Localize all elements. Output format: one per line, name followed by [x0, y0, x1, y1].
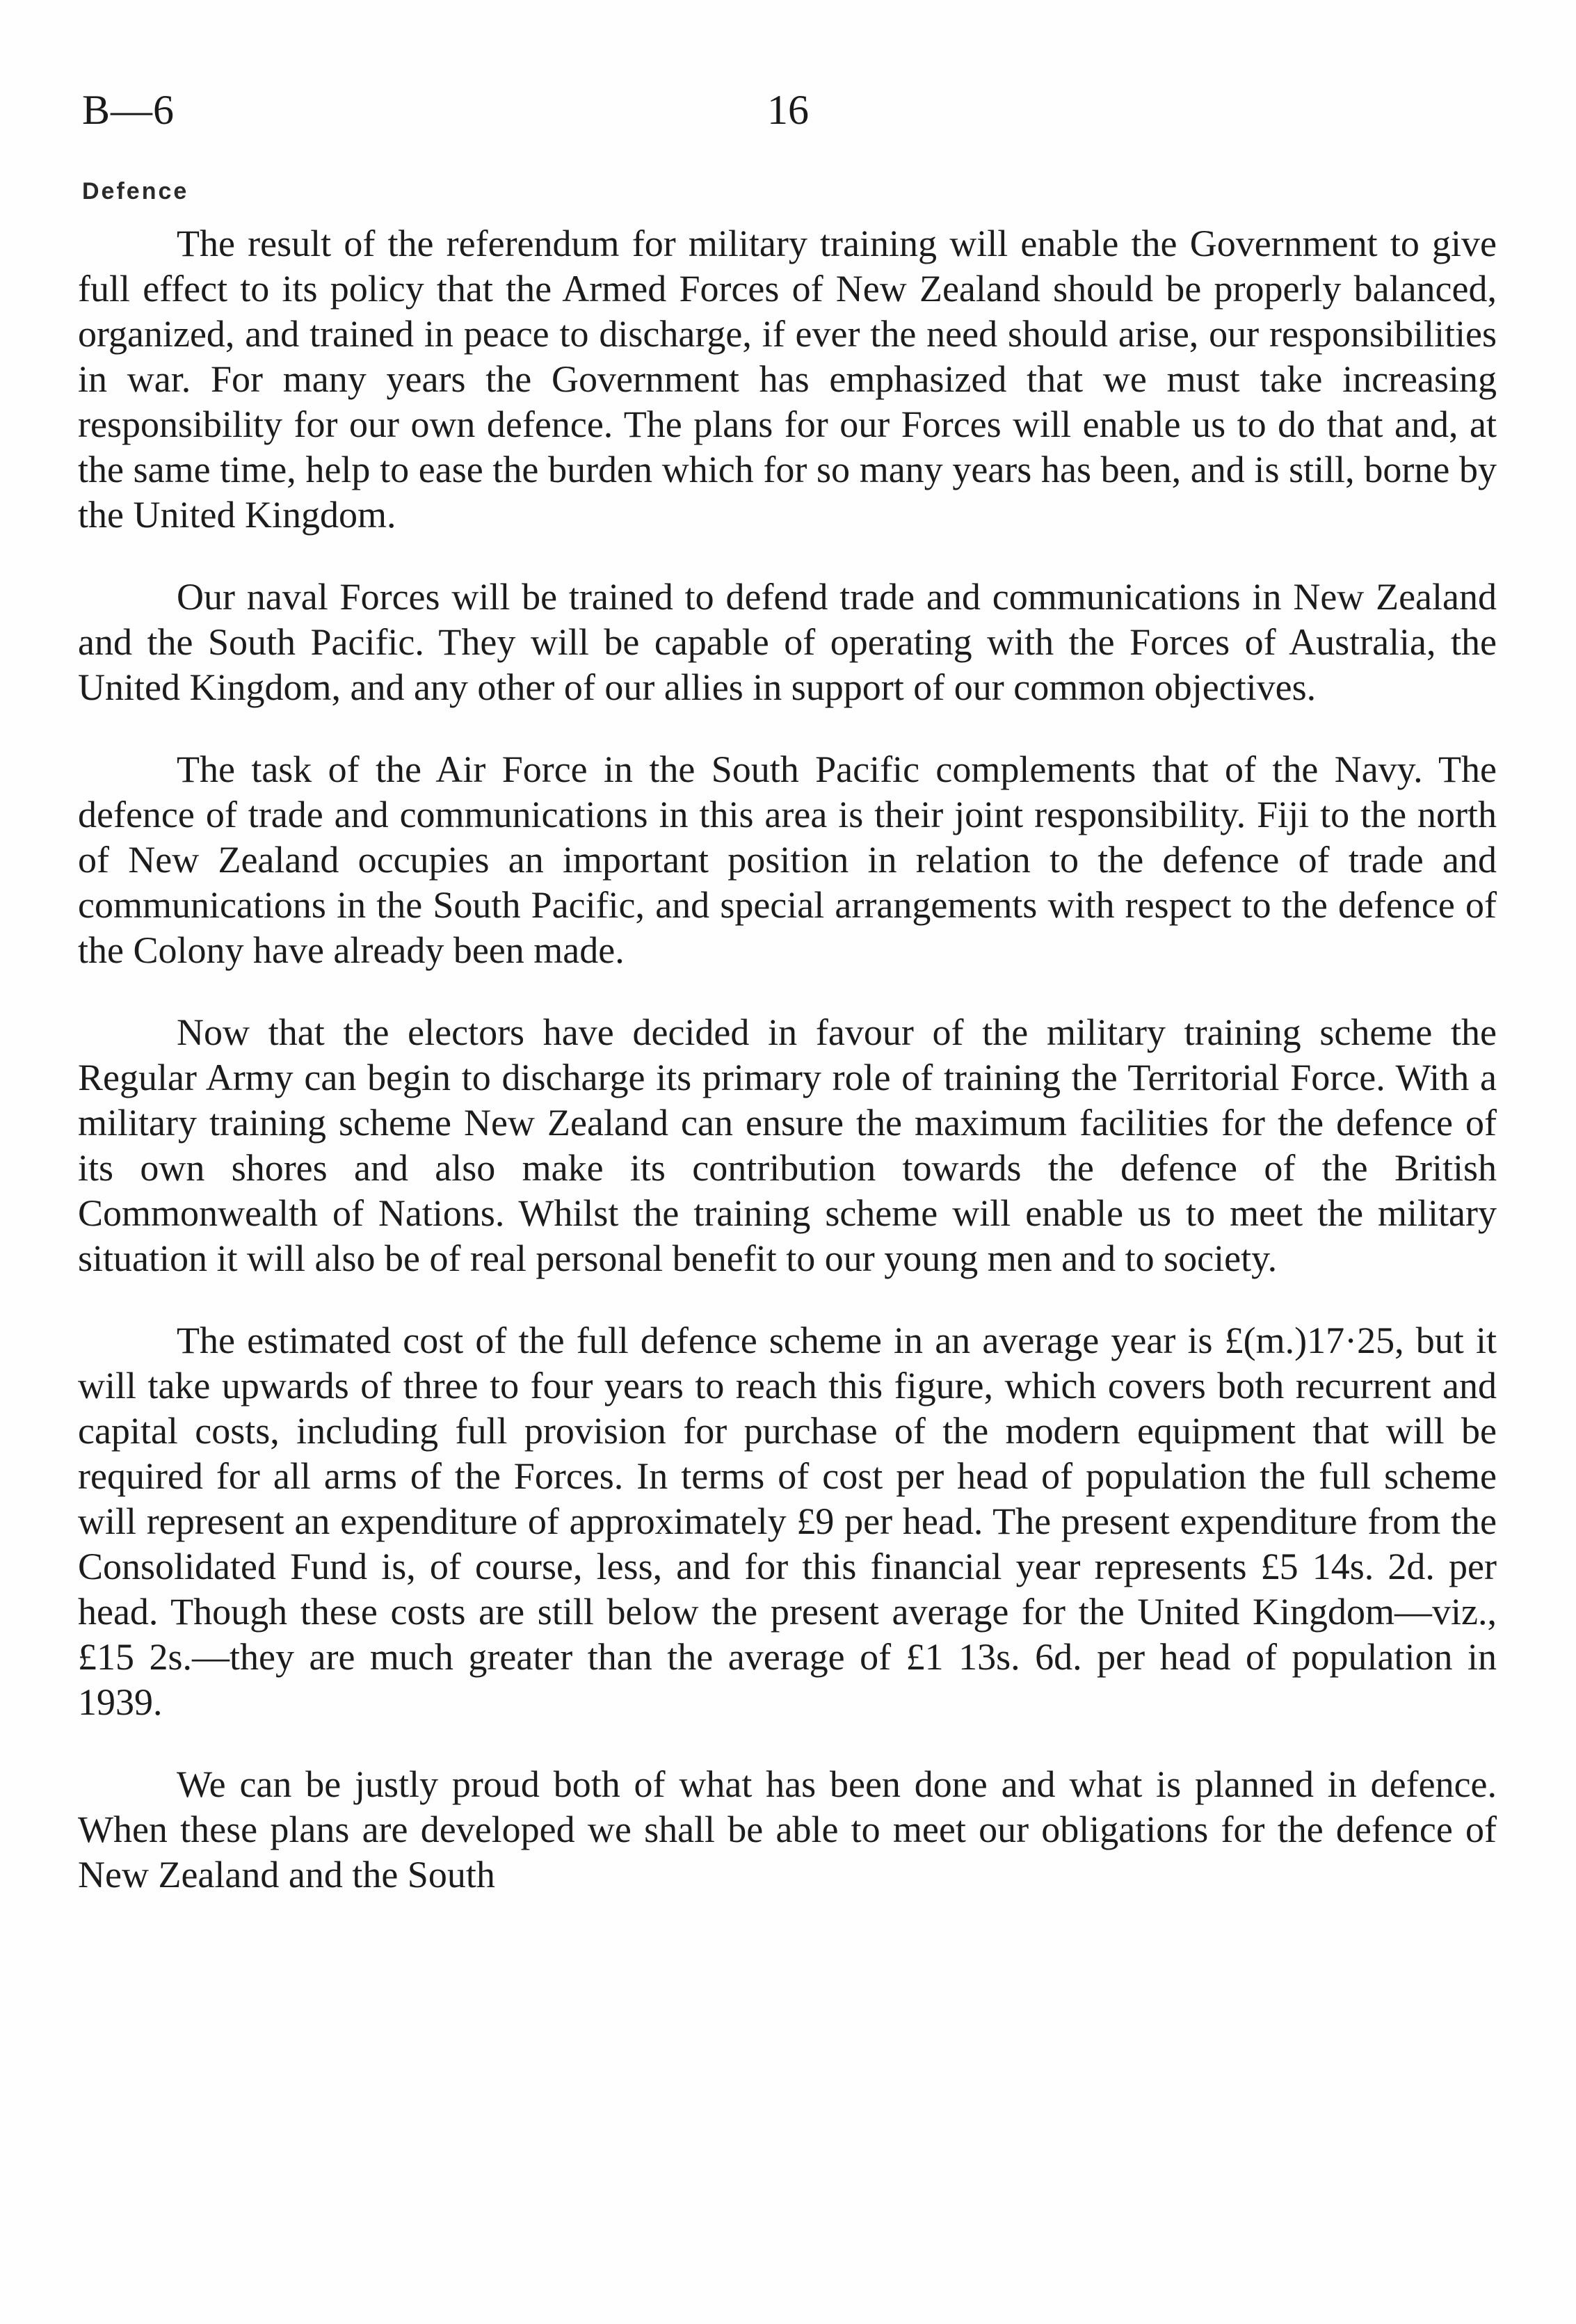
paragraph-air-force: The task of the Air Force in the South Pacific complements that of the Navy. The defence of trade and communications in this area is their joint responsibility. Fiji to the north of New Zealand occupies an important position in relation to the defence of trade and communications in the South Pacific, and special arrangements with respect to the defence of the Colony have already been made. — [78, 748, 1497, 971]
body-text — [78, 221, 1497, 1898]
document-reference: B—6 — [82, 87, 175, 133]
paragraph-training-referendum: The result of the referendum for military training will enable the Government to give full effect to its policy that the Armed Forces of New Zealand should be properly balanced, organized, and trained in peace to discharge, if ever the need should arise, our responsibilities in war. For many years the Government has emphasized that we must take increasing responsibility for our own defence. The plans for our Forces will enable us to do that and, at the same time, help to ease the burden which for so many years has been, and is still, borne by the United Kingdom. — [78, 223, 1497, 536]
paragraph-conclusion: We can be justly proud both of what has been done and what is planned in defence. When these plans are developed we shall be able to meet our obligations for the defence of New Zealand and the South — [78, 1763, 1497, 1896]
page-header — [82, 82, 1501, 138]
page-number: 16 — [767, 87, 809, 133]
section-heading: Defence — [82, 178, 189, 205]
paragraph-estimated-cost: The estimated cost of the full defence scheme in an average year is £(m.)17·25, but it will take upwards of three to four years to reach this figure, which covers both recurrent and capital costs, including full provision for purchase of the modern equipment that will be required for all arms of the Forces. In terms of cost per head of population the full scheme will represent an expenditure of approximately £9 per head. The present expenditure from the Consolidated Fund is, of course, less, and for this financial year represents £5 14s. 2d. per head. Though these costs are still below the present average for the United Kingdom—viz., £15 2s.—they are much greater than the average of £1 13s. 6d. per head of population in 1939. — [78, 1320, 1497, 1723]
paragraph-naval-forces: Our naval Forces will be trained to defend trade and communications in New Zealand and the South Pacific. They will be capable of operating with the Forces of Australia, the United Kingdom, and any other of our allies in support of our common objectives. — [78, 576, 1497, 708]
paragraph-regular-army: Now that the electors have decided in favour of the military training scheme the Regular Army can begin to discharge its primary role of training the Territorial Force. With a military training scheme New Zealand can ensure the maximum facilities for the defence of its own shores and also make its contribution towards the defence of the British Commonwealth of Nations. Whilst the training scheme will enable us to meet the military situation it will also be of real personal benefit to our young men and to society. — [78, 1011, 1497, 1279]
